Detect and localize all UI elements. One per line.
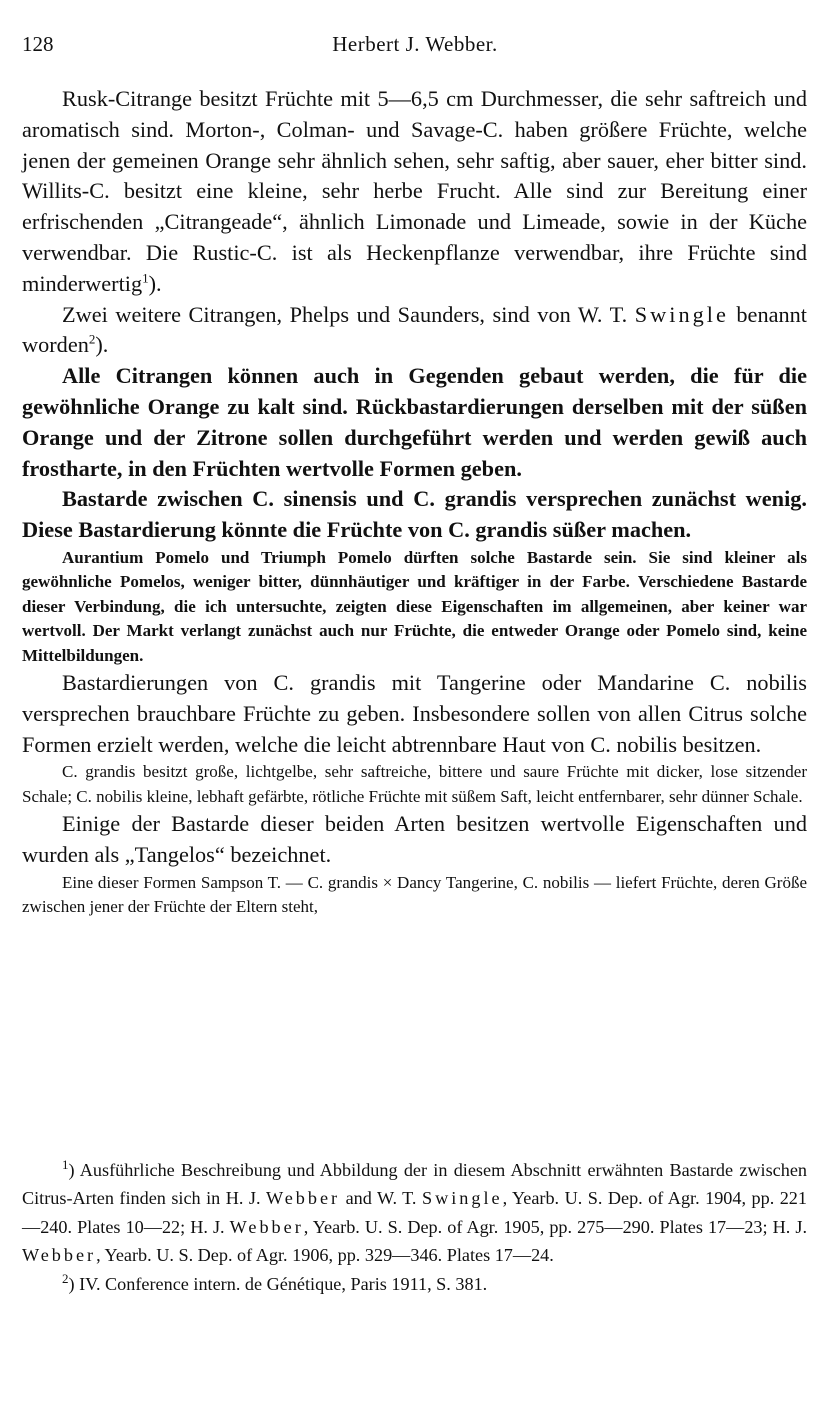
footnote-2	[22, 1270, 807, 1298]
text-run: Rusk-Citrange besitzt Früchte mit 5—6,5 cm Durchmesser, die sehr saftreich und aromatisch sind. Morton-, Colman- und Savage-C. haben größere Früchte, welche jenen der gemeinen Orange sehr ähnlich sehen, sehr saftig, aber sauer, eher bitter sind. Willits-C. besitzt eine kleine, sehr herbe Frucht. Alle sind zur Bereitung einer erfrischenden „Citrangeade“, ähnlich Limonade und Limeade, sowie in der Küche verwendbar. Die Rustic-C. ist als Heckenpflanze verwendbar, ihre Früchte sind minderwertig	[22, 86, 807, 296]
text-run: , Yearb. U. S. Dep. of Agr. 1905, pp. 275—290. Plates 17—23; H. J.	[303, 1216, 807, 1237]
spaced-name: Swingle	[634, 301, 729, 327]
footnote-marker: 1	[62, 1156, 69, 1172]
paragraph-5	[22, 546, 807, 668]
spaced-name: Webber	[266, 1188, 341, 1209]
spaced-name: Swingle	[421, 1188, 503, 1209]
paragraph-4	[22, 484, 807, 546]
footnotes	[22, 1156, 807, 1298]
text-run: , Yearb. U. S. Dep. of Agr. 1904, pp. 221—240. Plates 10—22; H. J.	[22, 1188, 807, 1237]
spaced-name: Webber	[22, 1245, 97, 1266]
paragraph-7	[22, 760, 807, 809]
paragraph-3	[22, 361, 807, 484]
text-run: C. grandis besitzt große, lichtgelbe, sehr saftreiche, bittere und saure Früchte mit dicker, lose sitzender Schale; C. nobilis kleine, lebhaft gefärbte, rötliche Früchte mit süßem Saft, leicht entfernbarer, sehr dünner Schale.	[22, 762, 807, 806]
main-text	[22, 84, 807, 920]
text-run: Eine dieser Formen Sampson T. — C. grandis × Dancy Tangerine, C. nobilis — liefert Früchte, deren Größe zwischen jener der Früchte der Eltern steht,	[22, 872, 807, 917]
paragraph-8	[22, 809, 807, 871]
text-run: Aurantium Pomelo und Triumph Pomelo dürften solche Bastarde sein. Sie sind kleiner als gewöhnliche Pomelos, weniger bitter, dünnhäutiger und kräftiger in der Farbe. Verschiedene Bastarde dieser Verbindung, die ich untersuchte, zeigten diese Eigenschaften im allgemeinen, aber keiner war wertvoll. Der Markt verlangt zunächst auch nur Früchte, die entweder Orange oder Pomelo sind, keine Mittelbildungen.	[22, 547, 807, 665]
footnote-marker: 2	[88, 331, 96, 347]
text-run: ).	[95, 332, 109, 358]
text-run: Bastardierungen von C. grandis mit Tangerine oder Mandarine C. nobilis versprechen brauchbare Früchte zu geben. Insbesondere sollen von allen Citrus solche Formen erzielt werden, welche die leicht abtrennbare Haut von C. nobilis besitzen.	[22, 669, 807, 757]
page-number: 128	[22, 32, 54, 56]
text-run: Alle Citrangen können auch in Gegenden gebaut werden, die für die gewöhnliche Orange zu kalt sind. Rückbastardierungen derselben mit der süßen Orange und der Zitrone sollen durchgeführt werden und werden gewiß auch frostharte, in den Früchten wertvolle Formen geben.	[22, 363, 807, 481]
spaced-name: Webber	[229, 1216, 304, 1237]
text-run: ).	[148, 270, 162, 296]
footnote-marker: 1	[142, 270, 149, 286]
text-run: benannt worden	[22, 301, 807, 358]
text-run: and W. T.	[340, 1188, 422, 1209]
footnote-1	[22, 1156, 807, 1270]
text-run: ) IV. Conference intern. de Génétique, Paris 1911, S. 381.	[68, 1273, 488, 1294]
page-header	[22, 28, 808, 60]
footnote-marker: 2	[62, 1270, 69, 1286]
paragraph-9	[22, 871, 807, 920]
paragraph-2	[22, 300, 807, 362]
paragraph-1	[22, 84, 807, 300]
paragraph-6	[22, 668, 807, 760]
text-run: Zwei weitere Citrangen, Phelps und Saunders, sind von W. T.	[62, 301, 635, 327]
text-run: Bastarde zwischen C. sinensis und C. grandis versprechen zunächst wenig. Diese Bastardierung könnte die Früchte von C. grandis süßer machen.	[22, 486, 807, 543]
text-run: Einige der Bastarde dieser beiden Arten besitzen wertvolle Eigenschaften und wurden als „Tangelos“ bezeichnet.	[22, 811, 807, 867]
text-run: , Yearb. U. S. Dep. of Agr. 1906, pp. 329—346. Plates 17—24.	[96, 1245, 554, 1266]
text-run: ) Ausführliche Beschreibung und Abbildung der in diesem Abschnitt erwähnten Bastarde zwischen Citrus-Arten finden sich in H. J.	[22, 1160, 807, 1209]
running-title: Herbert J. Webber.	[332, 32, 498, 56]
